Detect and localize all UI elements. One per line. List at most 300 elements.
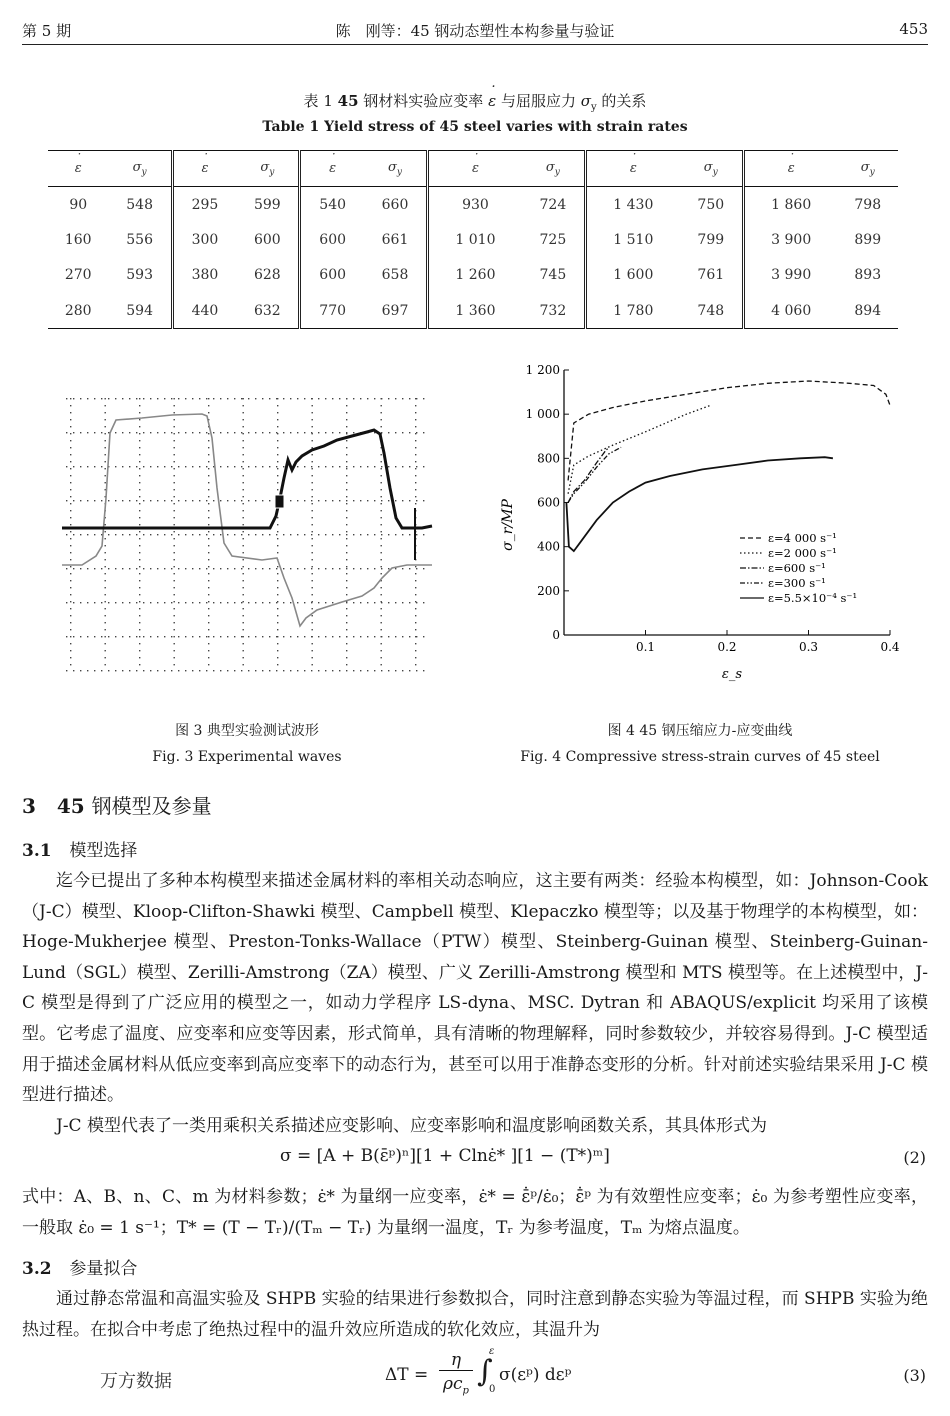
- grid-dot: [381, 524, 382, 525]
- grid-dot: [409, 466, 410, 467]
- chart-legend: [740, 531, 857, 605]
- grid-dot: [157, 670, 158, 671]
- legend-label: ε=300 s⁻¹: [768, 576, 826, 590]
- grid-dot: [105, 580, 106, 581]
- grid-dot: [415, 657, 416, 658]
- grid-dot: [243, 657, 244, 658]
- grid-dot: [243, 468, 244, 469]
- grid-dot: [73, 636, 74, 637]
- grid-dot: [105, 531, 106, 532]
- grid-dot: [277, 412, 278, 413]
- grid-dot: [415, 566, 416, 567]
- grid-dot: [402, 636, 403, 637]
- grid-dot: [262, 602, 263, 603]
- grid-dot: [66, 398, 67, 399]
- grid-dot: [381, 398, 382, 399]
- grid-dot: [277, 531, 278, 532]
- grid-dot: [94, 432, 95, 433]
- grid-dot: [312, 552, 313, 553]
- grid-dot: [367, 466, 368, 467]
- grid-dot: [318, 670, 319, 671]
- grid-dot: [346, 559, 347, 560]
- grid-dot: [346, 664, 347, 665]
- table-row: [48, 187, 898, 223]
- grid-dot: [206, 500, 207, 501]
- grid-dot: [255, 432, 256, 433]
- grid-dot: [332, 602, 333, 603]
- grid-dot: [234, 432, 235, 433]
- grid-dot: [101, 636, 102, 637]
- grid-dot: [174, 664, 175, 665]
- y-tick-label: 200: [537, 583, 560, 598]
- grid-dot: [227, 466, 228, 467]
- grid-dot: [415, 622, 416, 623]
- grid-dot: [332, 398, 333, 399]
- grid-dot: [402, 670, 403, 671]
- grid-dot: [208, 538, 209, 539]
- grid-dot: [220, 466, 221, 467]
- grid-dot: [243, 580, 244, 581]
- grid-dot: [122, 636, 123, 637]
- grid-dot: [174, 531, 175, 532]
- grid-dot: [262, 670, 263, 671]
- grid-dot: [105, 587, 106, 588]
- grid-dot: [415, 433, 416, 434]
- grid-dot: [346, 503, 347, 504]
- grid-dot: [277, 468, 278, 469]
- paragraph-parameter-fitting: 通过静态常温和高温实验及 SHPB 实验的结果进行参数拟合，同时注意到静态实验为等温过程，而 SHPB 实验为绝热过程。在拟合中考虑了绝热过程中的温升效应所造成的软化效应，其温升为: [22, 1289, 928, 1340]
- grid-dot: [262, 398, 263, 399]
- grid-dot: [360, 466, 361, 467]
- grid-dot: [94, 568, 95, 569]
- grid-dot: [213, 670, 214, 671]
- grid-dot: [290, 432, 291, 433]
- strain-rate-yield-table: [48, 150, 898, 329]
- table-cell: 599: [253, 196, 281, 213]
- grid-dot: [269, 670, 270, 671]
- grid-dot: [277, 580, 278, 581]
- grid-dot: [395, 398, 396, 399]
- experimental-waves-figure: [62, 378, 432, 660]
- grid-dot: [381, 454, 382, 455]
- grid-dot: [415, 468, 416, 469]
- grid-dot: [277, 398, 278, 399]
- grid-dot: [208, 440, 209, 441]
- grid-dot: [139, 538, 140, 539]
- page-number: 453: [899, 20, 928, 38]
- grid-dot: [248, 602, 249, 603]
- grid-dot: [318, 636, 319, 637]
- grid-dot: [70, 412, 71, 413]
- grid-dot: [220, 534, 221, 535]
- grid-dot: [277, 573, 278, 574]
- grid-dot: [66, 500, 67, 501]
- grid-dot: [409, 534, 410, 535]
- grid-dot: [178, 466, 179, 467]
- grid-dot: [129, 602, 130, 603]
- grid-dot: [164, 398, 165, 399]
- grid-dot: [269, 602, 270, 603]
- table-row: [48, 258, 898, 294]
- grid-dot: [143, 398, 144, 399]
- grid-dot: [360, 636, 361, 637]
- grid-dot: [105, 545, 106, 546]
- running-head: [22, 20, 928, 45]
- grid-dot: [409, 398, 410, 399]
- grid-dot: [174, 587, 175, 588]
- grid-dot: [381, 622, 382, 623]
- grid-dot: [277, 433, 278, 434]
- grid-dot: [70, 629, 71, 630]
- grid-dot: [220, 398, 221, 399]
- grid-dot: [105, 412, 106, 413]
- grid-dot: [255, 398, 256, 399]
- grid-dot: [105, 419, 106, 420]
- grid-dot: [290, 398, 291, 399]
- grid-dot: [174, 650, 175, 651]
- grid-dot: [304, 534, 305, 535]
- grid-dot: [346, 650, 347, 651]
- grid-dot: [346, 580, 347, 581]
- grid-dot: [66, 432, 67, 433]
- grid-dot: [312, 587, 313, 588]
- grid-dot: [346, 468, 347, 469]
- grid-dot: [381, 500, 382, 501]
- grid-dot: [346, 466, 347, 467]
- grid-dot: [129, 432, 130, 433]
- series-line-1: [568, 405, 711, 493]
- grid-dot: [332, 500, 333, 501]
- grid-dot: [346, 419, 347, 420]
- grid-dot: [297, 466, 298, 467]
- grid-dot: [105, 608, 106, 609]
- grid-dot: [70, 524, 71, 525]
- paragraph-model-selection: 迄今已提出了多种本构模型来描述金属材料的率相关动态响应，这主要有两类：经验本构模型，如：Johnson-Cook（J-C）模型、Kloop-Clifton-Shawki 模型、Campbell 模型、Klepaczko 模型等；以及基于物理学的本构模型，如：Hoge-Mukherjee 模型、Preston-Tonks-Wallace（PTW）模型、Steinberg-Guinan 模型、Steinberg-Guinan-Lund（SGL）模型、Zerilli-Amstrong（ZA）模型、广义 Zerilli-Amstrong 模型和 MTS 模型等。在上述模型中，J-C 模型是得到了广泛应用的模型之一，如动力学程序 LS-dyna、MSC. Dytran 和 ABAQUS/explicit 均采用了该模型。它考虑了温度、应变率和应变等因素，形式简单，具有清晰的物理解释，同时参数较少，并较容易得到。J-C 模型适用于描述金属材料从低应变率到高应变率下的动态行为，甚至可以用于准静态变形的分析。针对前述实验结果采用 J-C 模型进行描述。: [22, 871, 928, 1106]
- grid-dot: [73, 568, 74, 569]
- grid-dot: [122, 534, 123, 535]
- grid-dot: [312, 482, 313, 483]
- grid-dot: [346, 568, 347, 569]
- grid-dot: [139, 496, 140, 497]
- grid-dot: [416, 568, 417, 569]
- grid-dot: [174, 405, 175, 406]
- table-cell: 440: [172, 293, 236, 329]
- grid-dot: [423, 466, 424, 467]
- grid-dot: [66, 568, 67, 569]
- grid-dot: [367, 670, 368, 671]
- grid-dot: [139, 419, 140, 420]
- fig4-caption-cn: 图 4 45 钢压缩应力-应变曲线: [607, 723, 793, 739]
- grid-dot: [381, 670, 382, 671]
- table-cell: 745: [539, 267, 567, 284]
- table-cell: 300: [172, 222, 236, 258]
- y-tick-label: 1 200: [525, 363, 560, 377]
- grid-dot: [243, 594, 244, 595]
- grid-dot: [304, 670, 305, 671]
- grid-dot: [213, 398, 214, 399]
- grid-dot: [325, 398, 326, 399]
- grid-dot: [136, 636, 137, 637]
- grid-dot: [277, 552, 278, 553]
- grid-dot: [185, 534, 186, 535]
- grid-dot: [312, 615, 313, 616]
- grid-dot: [269, 534, 270, 535]
- grid-dot: [105, 664, 106, 665]
- grid-dot: [174, 601, 175, 602]
- grid-dot: [415, 615, 416, 616]
- grid-dot: [70, 433, 71, 434]
- grid-dot: [346, 636, 347, 637]
- grid-dot: [136, 466, 137, 467]
- grid-dot: [178, 500, 179, 501]
- grid-dot: [174, 419, 175, 420]
- grid-dot: [213, 568, 214, 569]
- grid-dot: [206, 534, 207, 535]
- grid-dot: [174, 496, 175, 497]
- grid-dot: [220, 500, 221, 501]
- grid-dot: [122, 670, 123, 671]
- grid-dot: [297, 602, 298, 603]
- grid-dot: [174, 629, 175, 630]
- grid-dot: [312, 559, 313, 560]
- grid-dot: [360, 500, 361, 501]
- grid-dot: [105, 559, 106, 560]
- grid-dot: [108, 636, 109, 637]
- table-cell: 600: [253, 231, 281, 248]
- grid-dot: [171, 432, 172, 433]
- grid-dot: [213, 432, 214, 433]
- grid-dot: [70, 580, 71, 581]
- grid-dot: [395, 568, 396, 569]
- grid-dot: [105, 398, 106, 399]
- grid-dot: [318, 500, 319, 501]
- grid-dot: [415, 496, 416, 497]
- grid-dot: [290, 602, 291, 603]
- grid-dot: [415, 636, 416, 637]
- grid-dot: [139, 510, 140, 511]
- grid-dot: [388, 500, 389, 501]
- col-header-yield-stress: $\sigma_y$: [703, 159, 718, 178]
- issue-number: 第 5 期: [22, 22, 72, 40]
- grid-dot: [129, 398, 130, 399]
- grid-dot: [277, 643, 278, 644]
- grid-dot: [243, 454, 244, 455]
- grid-dot: [213, 602, 214, 603]
- grid-dot: [388, 670, 389, 671]
- grid-dot: [171, 636, 172, 637]
- grid-dot: [395, 432, 396, 433]
- grid-dot: [136, 670, 137, 671]
- grid-dot: [381, 482, 382, 483]
- grid-dot: [105, 552, 106, 553]
- section-3-2-heading: 3.2 参量拟合: [22, 1259, 138, 1279]
- grid-dot: [381, 538, 382, 539]
- grid-dot: [277, 461, 278, 462]
- grid-dot: [139, 636, 140, 637]
- grid-dot: [277, 524, 278, 525]
- grid-dot: [381, 419, 382, 420]
- grid-dot: [234, 500, 235, 501]
- grid-dot: [346, 447, 347, 448]
- grid-dot: [381, 503, 382, 504]
- grid-dot: [208, 489, 209, 490]
- grid-dot: [139, 412, 140, 413]
- grid-dot: [199, 500, 200, 501]
- grid-dot: [208, 566, 209, 567]
- grid-dot: [283, 466, 284, 467]
- grid-dot: [139, 398, 140, 399]
- grid-dot: [402, 568, 403, 569]
- grid-dot: [312, 657, 313, 658]
- grid-dot: [374, 534, 375, 535]
- grid-dot: [87, 432, 88, 433]
- grid-dot: [255, 534, 256, 535]
- grid-dot: [208, 615, 209, 616]
- grid-dot: [381, 496, 382, 497]
- grid-dot: [105, 615, 106, 616]
- grid-dot: [277, 629, 278, 630]
- grid-dot: [94, 534, 95, 535]
- grid-dot: [277, 601, 278, 602]
- grid-dot: [80, 500, 81, 501]
- table-cell: 732: [539, 302, 567, 319]
- grid-dot: [73, 602, 74, 603]
- grid-dot: [312, 426, 313, 427]
- grid-dot: [115, 398, 116, 399]
- section-3-1-heading: 3.1 模型选择: [22, 841, 138, 861]
- chart-axes: [526, 363, 900, 654]
- grid-dot: [206, 636, 207, 637]
- grid-dot: [122, 466, 123, 467]
- grid-dot: [248, 432, 249, 433]
- grid-dot: [312, 531, 313, 532]
- grid-dot: [122, 500, 123, 501]
- grid-dot: [73, 670, 74, 671]
- grid-dot: [208, 454, 209, 455]
- grid-dot: [208, 447, 209, 448]
- grid-dot: [367, 398, 368, 399]
- grid-dot: [395, 500, 396, 501]
- grid-dot: [312, 412, 313, 413]
- grid-dot: [243, 573, 244, 574]
- grid-dot: [80, 636, 81, 637]
- table-cell: 658: [381, 267, 409, 284]
- grid-dot: [213, 500, 214, 501]
- grid-dot: [143, 568, 144, 569]
- grid-dot: [139, 594, 140, 595]
- grid-dot: [297, 534, 298, 535]
- grid-dot: [105, 475, 106, 476]
- grid-dot: [139, 447, 140, 448]
- grid-dot: [353, 602, 354, 603]
- grid-dot: [277, 587, 278, 588]
- grid-dot: [139, 664, 140, 665]
- grid-dot: [415, 426, 416, 427]
- grid-dot: [105, 440, 106, 441]
- grid-dot: [70, 517, 71, 518]
- grid-dot: [243, 608, 244, 609]
- stress-strain-chart: [502, 360, 912, 690]
- grid-dot: [157, 500, 158, 501]
- grid-dot: [409, 432, 410, 433]
- table-caption-cn: 表 1 45 钢材料实验应变率 ˙ ε 与屈服应力 $\sigma_y$ 的关系: [0, 90, 950, 113]
- grid-dot: [208, 398, 209, 399]
- grid-dot: [139, 531, 140, 532]
- fig3-caption-cn: 图 3 典型实验测试波形: [175, 723, 319, 739]
- legend-label: ε=4 000 s⁻¹: [768, 531, 837, 545]
- grid-dot: [339, 534, 340, 535]
- table-cell: 1 430: [586, 187, 680, 223]
- grid-dot: [353, 432, 354, 433]
- grid-dot: [325, 636, 326, 637]
- table-cell: 556: [126, 231, 153, 248]
- grid-dot: [208, 629, 209, 630]
- y-tick-label: 1 000: [525, 407, 560, 422]
- grid-dot: [150, 398, 151, 399]
- grid-dot: [325, 432, 326, 433]
- grid-dot: [353, 534, 354, 535]
- grid-dot: [73, 398, 74, 399]
- grid-dot: [395, 466, 396, 467]
- grid-dot: [185, 636, 186, 637]
- grid-dot: [164, 466, 165, 467]
- grid-dot: [415, 503, 416, 504]
- grid-dot: [277, 594, 278, 595]
- grid-dot: [185, 670, 186, 671]
- grid-dot: [208, 664, 209, 665]
- grid-dot: [174, 545, 175, 546]
- grid-dot: [94, 636, 95, 637]
- grid-dot: [139, 615, 140, 616]
- grid-dot: [367, 636, 368, 637]
- grid-dot: [409, 500, 410, 501]
- grid-dot: [208, 622, 209, 623]
- grid-dot: [276, 670, 277, 671]
- grid-dot: [139, 580, 140, 581]
- grid-dot: [174, 412, 175, 413]
- grid-dot: [208, 657, 209, 658]
- grid-dot: [409, 636, 410, 637]
- grid-dot: [325, 670, 326, 671]
- table-cell: 661: [381, 231, 409, 248]
- grid-dot: [70, 496, 71, 497]
- grid-dot: [367, 602, 368, 603]
- grid-dot: [255, 636, 256, 637]
- grid-dot: [311, 534, 312, 535]
- grid-dot: [277, 419, 278, 420]
- grid-dot: [171, 466, 172, 467]
- grid-dot: [416, 466, 417, 467]
- grid-dot: [243, 643, 244, 644]
- grid-dot: [139, 475, 140, 476]
- grid-dot: [101, 432, 102, 433]
- grid-dot: [243, 461, 244, 462]
- grid-dot: [388, 534, 389, 535]
- grid-dot: [220, 670, 221, 671]
- grid-dot: [332, 636, 333, 637]
- grid-dot: [129, 636, 130, 637]
- grid-dot: [415, 454, 416, 455]
- legend-label: ε=600 s⁻¹: [768, 561, 826, 575]
- grid-dot: [73, 466, 74, 467]
- y-axis-label: σ_r/MP: [500, 499, 516, 551]
- grid-dot: [192, 534, 193, 535]
- grid-dot: [402, 466, 403, 467]
- x-axis-label: ε_s: [721, 667, 743, 682]
- grid-dot: [367, 534, 368, 535]
- grid-dot: [157, 568, 158, 569]
- table-cell: 270: [64, 267, 92, 284]
